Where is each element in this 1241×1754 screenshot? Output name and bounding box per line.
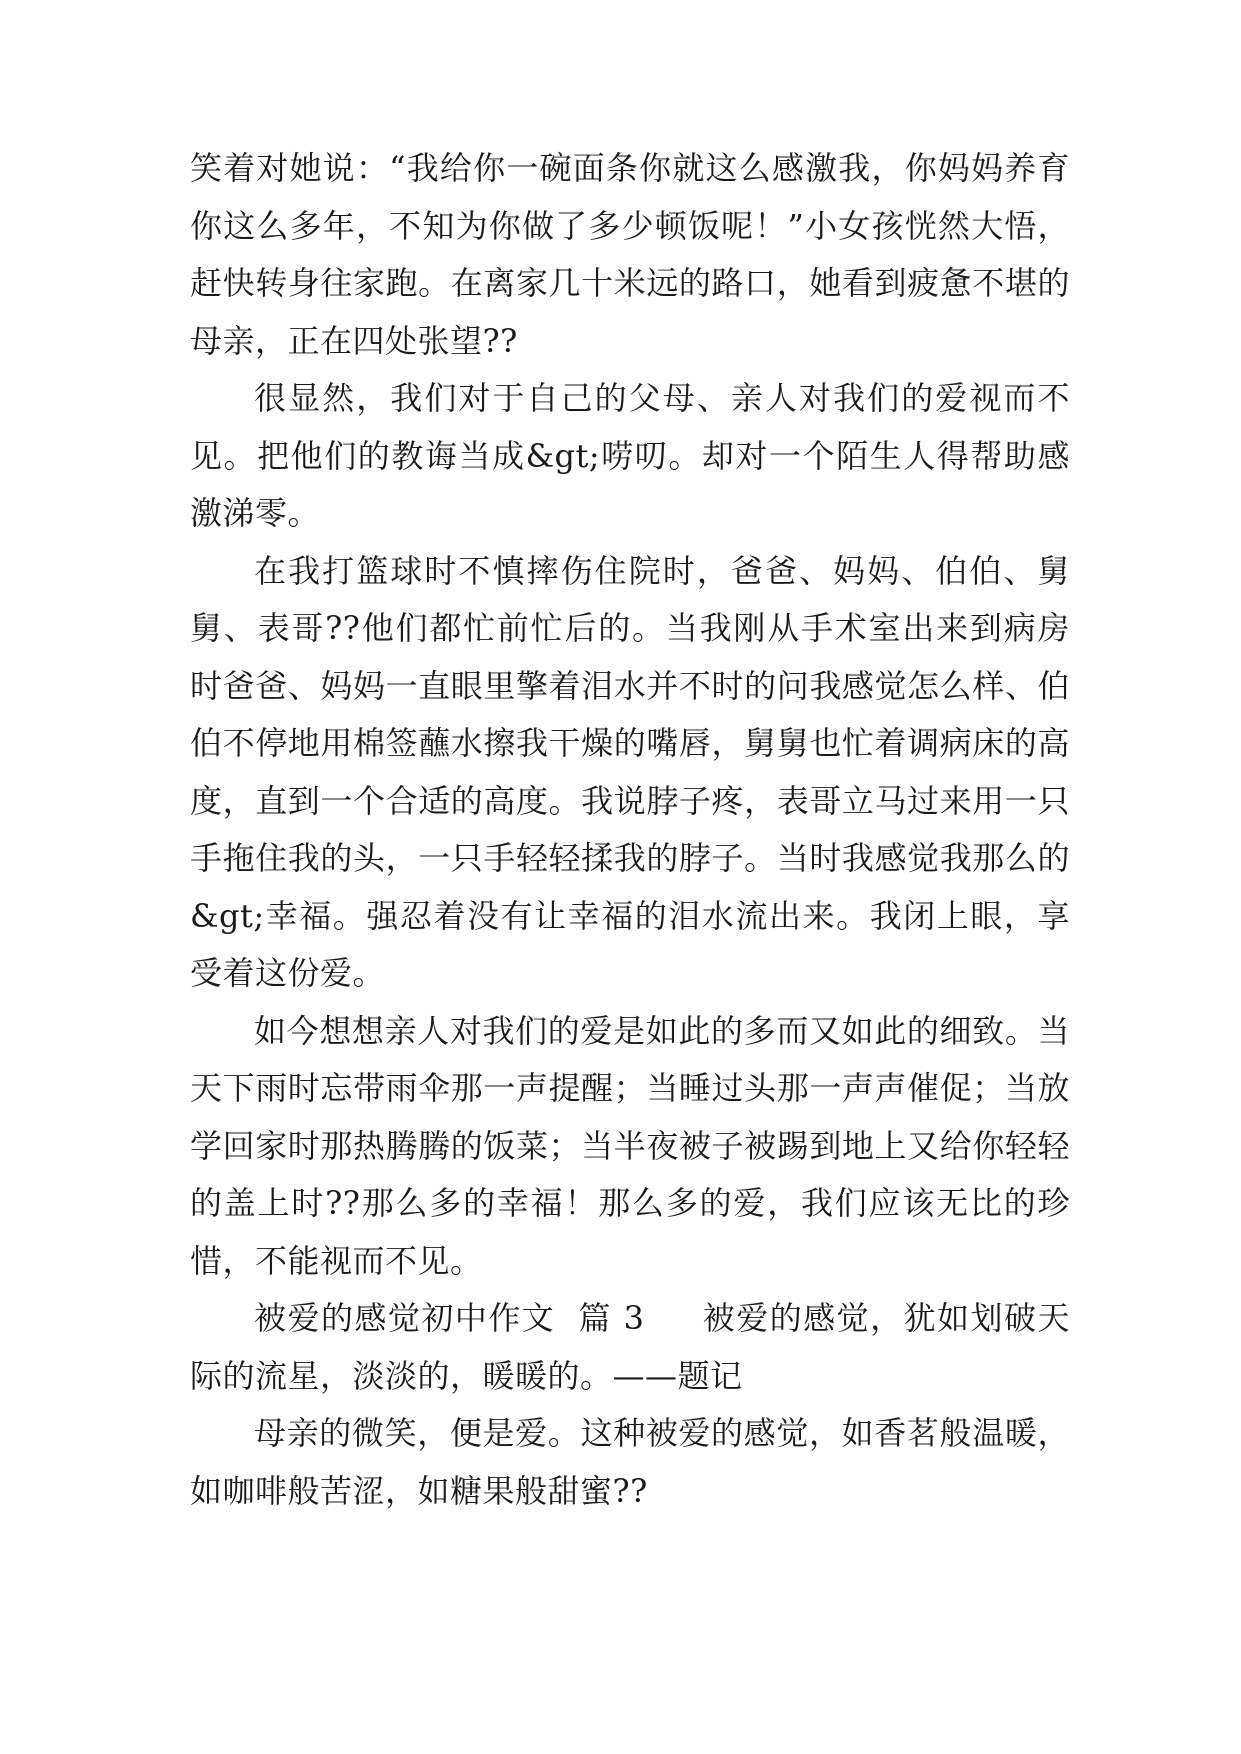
paragraph-4: 如今想想亲人对我们的爱是如此的多而又如此的细致。当天下雨时忘带雨伞那一声提醒；当睡过头那一声声催促；当放学回家时那热腾腾的饭菜；当半夜被子被踢到地上又给你轻轻的盖上时??那么多的幸福！那么多的爱，我们应该无比的珍惜，不能视而不见。 <box>190 1011 1070 1280</box>
paragraph-1: 笑着对她说：“我给你一碗面条你就这么感激我，你妈妈养育你这么多年，不知为你做了多少顿饭呢！”小女孩恍然大悟，赶快转身往家跑。在离家几十米远的路口，她看到疲惫不堪的母亲，正在四处张望?? <box>190 149 1070 360</box>
paragraph-2: 很显然，我们对于自己的父母、亲人对我们的爱视而不见。把他们的教诲当成&gt;唠叨。却对一个陌生人得帮助感激涕零。 <box>190 379 1070 532</box>
paragraph-3: 在我打篮球时不慎摔伤住院时，爸爸、妈妈、伯伯、舅舅、表哥??他们都忙前忙后的。当我刚从手术室出来到病房时爸爸、妈妈一直眼里擎着泪水并不时的问我感觉怎么样、伯伯不停地用棉签蘸水擦我干燥的嘴唇，舅舅也忙着调病床的高度，直到一个合适的高度。我说脖子疼，表哥立马过来用一只手拖住我的头，一只手轻轻揉我的脖子。当时我感觉我那么的&gt;幸福。强忍着没有让幸福的泪水流出来。我闭上眼，享受着这份爱。 <box>190 551 1070 992</box>
paragraph-6: 母亲的微笑，便是爱。这种被爱的感觉，如香茗般温暖，如咖啡般苦涩，如糖果般甜蜜?? <box>190 1414 1070 1510</box>
section-heading-paragraph: 被爱的感觉初中作文 篇 3 被爱的感觉，犹如划破天际的流星，淡淡的，暖暖的。——题记 <box>190 1299 1070 1395</box>
essay-body <box>190 140 1070 1520</box>
